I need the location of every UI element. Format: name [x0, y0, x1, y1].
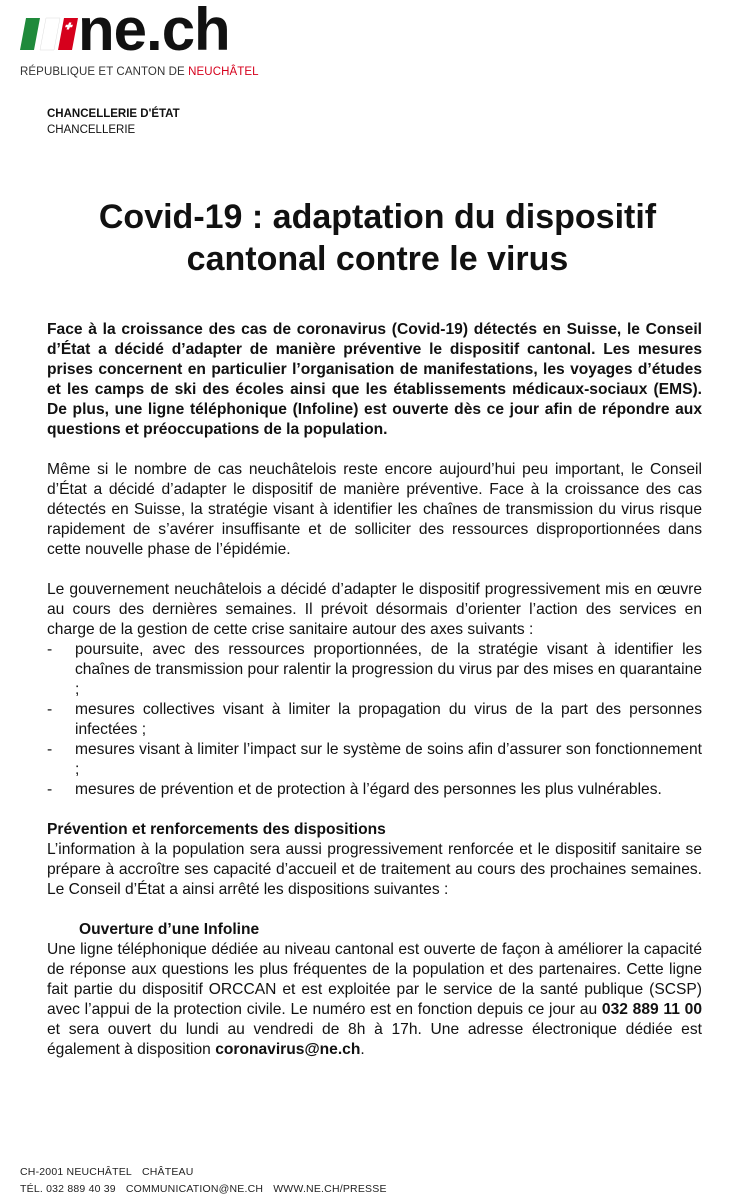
- bullet-dash: -: [47, 741, 53, 758]
- footer-building: CHÂTEAU: [141, 1166, 194, 1178]
- footer-website[interactable]: WWW.NE.CH/PRESSE: [273, 1183, 387, 1195]
- logo-wordmark: ne.ch: [78, 0, 230, 63]
- page-footer: [20, 1164, 397, 1198]
- infoline-email[interactable]: coronavirus@ne.ch: [215, 1041, 361, 1058]
- logo-tagline: [20, 66, 259, 78]
- list-item-text: poursuite, avec des ressources proportionnées, de la stratégie visant à identifier les chaînes de transmission pour ralentir la progression du virus par des mises en quarantaine ;: [75, 641, 702, 698]
- footer-line-2: [20, 1181, 397, 1198]
- infoline-text-start: Une ligne téléphonique dédiée au niveau cantonal est ouverte de façon à améliorer la capacité de réponse aux questions les plus fréquentes de la population et des partenaires. Cette ligne fait partie du dispositif ORCCAN et est exploitée par le service de la santé publique (SCSP) avec l’appui de la protection civile. Le numéro est en fonction depuis ce jour au: [47, 941, 702, 1018]
- lead-paragraph: Face à la croissance des cas de coronavirus (Covid-19) détectés en Suisse, le Conseil d’État a décidé d’adapter de manière préventive le dispositif cantonal. Les mesures prises concernent en particulier l’organisation de manifestations, les voyages d’études et les camps de ski des écoles ainsi que les établissements médicaux-sociaux (EMS). De plus, une ligne téléphonique (Infoline) est ouverte dès ce jour afin de répondre aux questions et préoccupations de la population.: [47, 321, 702, 438]
- tagline-highlight: NEUCHÂTEL: [188, 66, 259, 78]
- footer-address: CH-2001 NEUCHÂTEL: [20, 1166, 132, 1178]
- footer-phone: TÉL. 032 889 40 39: [20, 1183, 116, 1195]
- title-line-1: Covid-19 : adaptation du dispositif: [98, 198, 657, 236]
- measures-list: [47, 640, 702, 800]
- list-item: [47, 700, 702, 740]
- list-item: [47, 740, 702, 780]
- list-item-text: mesures de prévention et de protection à l’égard des personnes les plus vulnérables.: [75, 781, 662, 798]
- article-body: [47, 320, 702, 1080]
- footer-line-1: [20, 1164, 397, 1181]
- bullet-dash: -: [47, 641, 53, 658]
- bullet-dash: -: [47, 701, 53, 718]
- page-title: [20, 196, 735, 280]
- list-item-text: mesures collectives visant à limiter la propagation du virus de la part des personnes infectées ;: [75, 701, 702, 738]
- paragraph-1: Même si le nombre de cas neuchâtelois reste encore aujourd’hui peu important, le Conseil d’État a décidé d’adapter le dispositif de manière préventive. Face à la croissance des cas détectés en Suisse, la stratégie visant à identifier les chaînes de transmission du virus risque rapidement de s’avérer insuffisante et de solliciter des ressources disproportionnées dans cette nouvelle phase de l’épidémie.: [47, 461, 702, 558]
- section-heading-prevention: Prévention et renforcements des dispositions: [47, 821, 386, 838]
- footer-email[interactable]: COMMUNICATION@NE.CH: [125, 1183, 264, 1195]
- tagline-prefix: RÉPUBLIQUE ET CANTON DE: [20, 66, 189, 78]
- section-infoline-text: [47, 940, 702, 1060]
- infoline-phone: 032 889 11 00: [601, 1001, 702, 1018]
- neuchatel-logo: [20, 0, 260, 78]
- department-name: CHANCELLERIE D'ÉTAT: [47, 108, 180, 120]
- infoline-text-end: .: [360, 1041, 365, 1058]
- list-item: [47, 780, 702, 800]
- department-block: [47, 106, 180, 138]
- infoline-text-middle: et sera ouvert du lundi au vendredi de 8h à 17h. Une adresse électronique dédiée est également à disposition: [47, 1021, 702, 1058]
- section-prevention-text: L’information à la population sera aussi progressivement renforcée et le dispositif sanitaire se prépare à accroître ses capacité d’accueil et de traitement au cours des prochaines semaines. Le Conseil d’État a ainsi arrêté les dispositions suivantes :: [47, 841, 702, 898]
- list-item: [47, 640, 702, 700]
- subdepartment-name: CHANCELLERIE: [47, 124, 136, 136]
- paragraph-2: Le gouvernement neuchâtelois a décidé d’adapter le dispositif progressivement mis en œuvre au cours des dernières semaines. Il prévoit désormais d’orienter l’action des services en charge de la gestion de cette crise sanitaire autour des axes suivants :: [47, 581, 702, 638]
- section-heading-infoline: Ouverture d’une Infoline: [79, 921, 260, 938]
- title-line-2: cantonal contre le virus: [186, 240, 569, 278]
- canton-flag-icon: [20, 14, 78, 54]
- list-item-text: mesures visant à limiter l’impact sur le système de soins afin d’assurer son fonctionnement ;: [75, 741, 702, 778]
- bullet-dash: -: [47, 781, 53, 798]
